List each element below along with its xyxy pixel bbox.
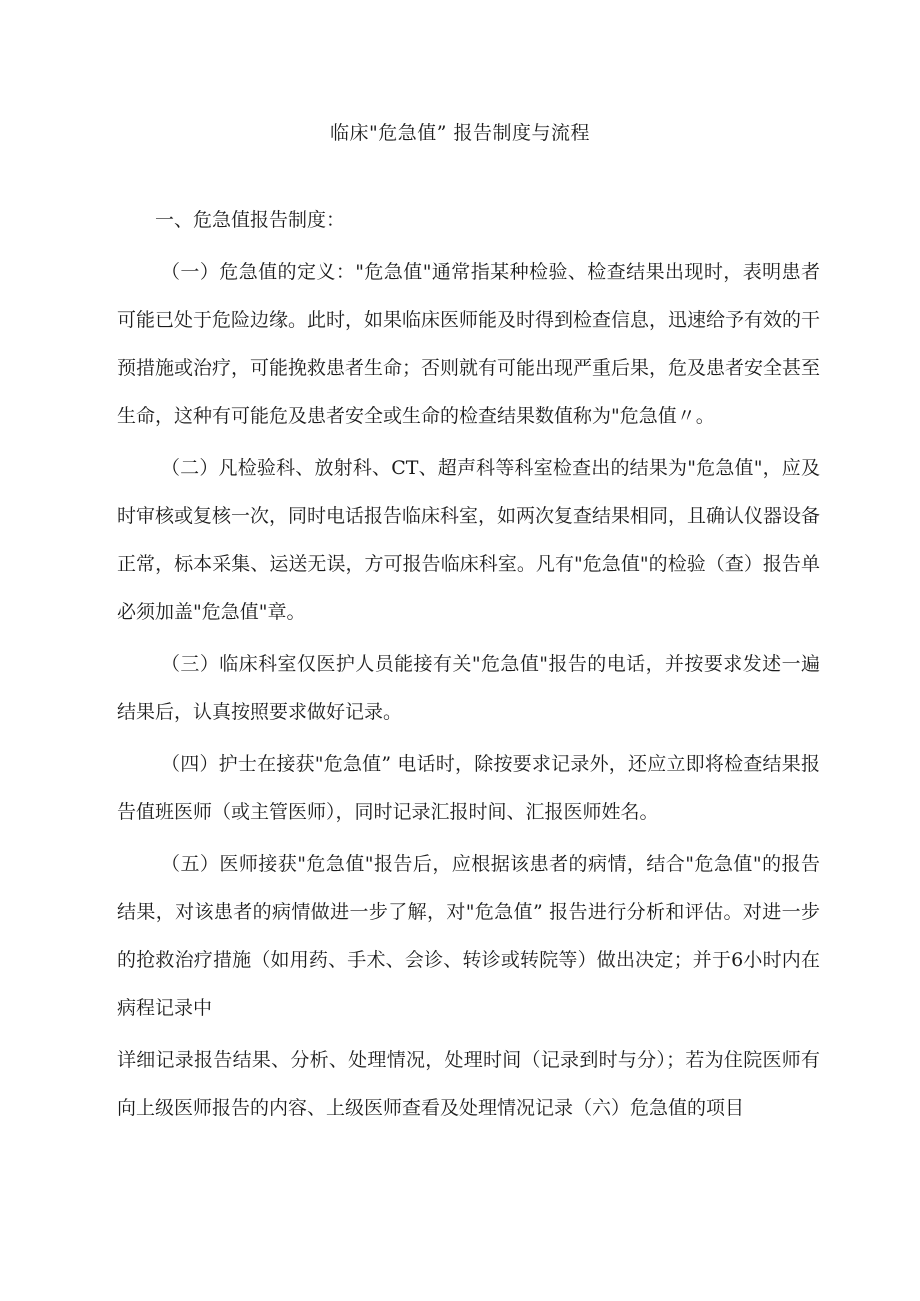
paragraph-physician-duty: （五）医师接获"危急值"报告后，应根据该患者的病情，结合"危急值"的报告结果，对该患者的病情做进一步了解，对"危急值” 报告进行分析和评估。对进一步的抢救治疗措施（如用药、手术、会诊、转诊或转院等）做出决定；并于6小时内在病程记录中 [117, 853, 820, 1019]
document-body [117, 196, 820, 1132]
section-heading: 一、危急值报告制度： [155, 209, 346, 231]
paragraph-continuation: 详细记录报告结果、分析、处理情况，处理时间（记录到时与分）；若为住院医师有向上级医师报告的内容、上级医师查看及处理情况记录（六）危急值的项目 [117, 1049, 820, 1119]
paragraph-definition: （一）危急值的定义："危急值"通常指某种检验、检查结果出现时，表明患者可能已处于危险边缘。此时，如果临床医师能及时得到检查信息，迅速给予有效的干预措施或治疗，可能挽救患者生命；否则就有可能出现严重后果，危及患者安全甚至生命，这种有可能危及患者安全或生命的检查结果数值称为"危急值〃。 [117, 261, 821, 427]
paragraph-verification: （二）凡检验科、放射科、CT、超声科等科室检查出的结果为"危急值"，应及时审核或复核一次，同时电话报告临床科室，如两次复查结果相同，且确认仪器设备正常，标本采集、运送无误，方可报告临床科室。凡有"危急值"的检验（查）报告单必须加盖"危急值"章。 [117, 457, 821, 623]
paragraph-phone-receipt: （三）临床科室仅医护人员能接有关"危急值"报告的电话，并按要求发述一遍结果后，认真按照要求做好记录。 [117, 653, 820, 723]
paragraph-nurse-duty: （四）护士在接获"危急值” 电话时，除按要求记录外，还应立即将检查结果报告值班医师（或主管医师），同时记录汇报时间、汇报医师姓名。 [117, 753, 820, 823]
page-title: 临床"危急值” 报告制度与流程 [330, 122, 590, 144]
